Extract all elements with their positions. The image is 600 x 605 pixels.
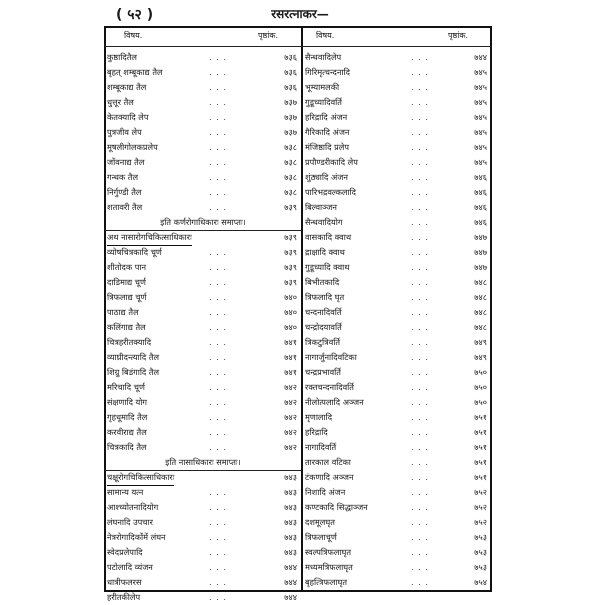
- left-index-column: [107, 50, 299, 605]
- leader-dots: . . .: [411, 82, 430, 92]
- leader-dots: . . .: [209, 487, 228, 497]
- index-entry: [107, 170, 299, 185]
- leader-dots: . . .: [209, 202, 228, 212]
- entry-page-number: ७४४: [284, 562, 297, 572]
- column-divider: [301, 26, 303, 592]
- entry-page-number: ७४१: [284, 367, 297, 377]
- entry-page-number: ७३८: [284, 142, 297, 152]
- entry-page-number: ७३८: [284, 187, 297, 197]
- entry-page-number: ७३६: [284, 67, 297, 77]
- index-entry: [305, 335, 489, 350]
- leader-dots: . . .: [209, 382, 228, 392]
- index-entry: [305, 275, 489, 290]
- entry-page-number: ७४७: [474, 247, 487, 257]
- entry-title: शम्बूकाद्य तैल: [107, 82, 147, 92]
- entry-page-number: ७५०: [474, 367, 487, 377]
- entry-title: मृणालादि: [305, 412, 333, 422]
- right-page-heading: पृष्ठांक.: [448, 31, 469, 40]
- leader-dots: . . .: [209, 97, 228, 107]
- leader-dots: . . .: [411, 487, 430, 497]
- index-entry: [305, 110, 489, 125]
- left-subject-heading: विषय.: [124, 31, 143, 40]
- leader-dots: . . .: [209, 562, 228, 572]
- index-entry: [107, 275, 299, 290]
- index-entry: [305, 320, 489, 335]
- entry-page-number: ७४९: [474, 337, 487, 347]
- entry-page-number: ७५३: [474, 562, 487, 572]
- entry-title: त्रिफलाचूर्ण: [305, 532, 337, 542]
- index-entry: [305, 545, 489, 560]
- entry-title: दशमूलघृत: [305, 517, 335, 527]
- index-entry: [305, 365, 489, 380]
- leader-dots: . . .: [411, 262, 430, 272]
- leader-dots: . . .: [411, 562, 430, 572]
- index-entry: [107, 155, 299, 170]
- right-subject-heading: विषय.: [316, 31, 335, 40]
- entry-page-number: ७४३: [284, 487, 297, 497]
- entry-title: हरीतकीलेप: [107, 592, 141, 602]
- entry-title: कलिंगाद्य तैल: [107, 322, 146, 332]
- entry-title: लंघनादि उपचार: [107, 517, 153, 527]
- entry-title: स्वेदप्रलेपादि: [107, 547, 143, 557]
- leader-dots: . . .: [209, 142, 228, 152]
- leader-dots: . . .: [411, 532, 430, 542]
- entry-page-number: ७४१: [284, 352, 297, 362]
- entry-page-number: ७३९: [284, 262, 297, 272]
- entry-page-number: ७४८: [474, 292, 487, 302]
- entry-page-number: ७५०: [474, 382, 487, 392]
- entry-page-number: ७४३: [284, 532, 297, 542]
- leader-dots: . . .: [411, 217, 430, 227]
- entry-page-number: ७४७: [474, 232, 487, 242]
- entry-page-number: ७४४: [284, 592, 297, 602]
- leader-dots: . . .: [411, 142, 430, 152]
- entry-page-number: ७४०: [284, 292, 297, 302]
- index-entry: [305, 470, 489, 485]
- entry-title: त्रिफलाद्य चूर्ण: [107, 292, 147, 302]
- index-entry: [305, 410, 489, 425]
- entry-title: शतावरी तैल: [107, 202, 143, 212]
- entry-page-number: ७४५: [474, 127, 487, 137]
- leader-dots: . . .: [209, 502, 228, 512]
- entry-title: मंजिष्ठादि प्रलेप: [305, 142, 349, 152]
- entry-title: शिग्रु बिडंगादि तैल: [107, 367, 160, 377]
- entry-title: चन्द्रोदयावर्ति: [305, 322, 342, 332]
- leader-dots: . . .: [411, 427, 430, 437]
- entry-page-number: ७४५: [474, 157, 487, 167]
- leader-dots: . . .: [209, 427, 228, 437]
- leader-dots: . . .: [209, 172, 228, 182]
- entry-title: बिभीतकादि: [305, 277, 340, 287]
- entry-page-number: ७४२: [284, 442, 297, 452]
- index-entry: [107, 65, 299, 80]
- index-entry: [107, 245, 299, 260]
- leader-dots: . . .: [411, 337, 430, 347]
- entry-page-number: ७३९: [284, 277, 297, 287]
- entry-title: पारिभद्रवल्कलादि: [305, 187, 357, 197]
- leader-dots: . . .: [411, 412, 430, 422]
- index-entry: [107, 515, 299, 530]
- entry-title: पटोलादि व्यंजन: [107, 562, 153, 572]
- leader-dots: . . .: [411, 187, 430, 197]
- entry-page-number: ७५१: [474, 472, 487, 482]
- index-entry: [305, 80, 489, 95]
- index-entry: [305, 515, 489, 530]
- entry-title: स्वल्पत्रिफलाघृत: [305, 547, 352, 557]
- entry-page-number: ७४९: [474, 352, 487, 362]
- entry-page-number: ७३७: [284, 97, 297, 107]
- index-entry: [107, 530, 299, 545]
- entry-title: करवीराद्य तैल: [107, 427, 147, 437]
- index-entry: [107, 125, 299, 140]
- leader-dots: . . .: [411, 472, 430, 482]
- leader-dots: . . .: [411, 352, 430, 362]
- entry-page-number: ७४०: [284, 322, 297, 332]
- leader-dots: . . .: [411, 97, 430, 107]
- leader-dots: . . .: [209, 307, 228, 317]
- leader-dots: . . .: [411, 547, 430, 557]
- entry-page-number: ७४२: [284, 382, 297, 392]
- index-entry: [305, 170, 489, 185]
- entry-title: गिरिमृत्चन्दनादि: [305, 67, 350, 77]
- index-entry: [305, 245, 489, 260]
- leader-dots: . . .: [411, 517, 430, 527]
- entry-page-number: ७४६: [474, 172, 487, 182]
- entry-page-number: ७५१: [474, 457, 487, 467]
- entry-page-number: ७४५: [474, 142, 487, 152]
- entry-page-number: ७५०: [474, 397, 487, 407]
- entry-title: जोंवनाद्य तैल: [107, 157, 145, 167]
- entry-title: कण्टकादि सिद्धाञ्जन: [305, 502, 368, 512]
- index-entry: [107, 185, 299, 200]
- entry-title: गैरिकादि अंजन: [305, 127, 350, 137]
- leader-dots: . . .: [411, 232, 430, 242]
- index-entry: [107, 545, 299, 560]
- leader-dots: . . .: [411, 577, 430, 587]
- entry-page-number: ७५२: [474, 502, 487, 512]
- index-entry: [107, 560, 299, 575]
- index-entry: [107, 290, 299, 305]
- entry-title: इति कर्णरोगाधिकारः समाप्तः।: [160, 217, 246, 227]
- entry-page-number: ७३६: [284, 82, 297, 92]
- entry-page-number: ७५४: [474, 577, 487, 587]
- entry-page-number: ७३७: [284, 127, 297, 137]
- section-heading-row: [107, 470, 299, 485]
- leader-dots: . . .: [209, 547, 228, 557]
- entry-page-number: ७४२: [284, 412, 297, 422]
- entry-title: गुडूच्यादि क्वाथ: [305, 262, 350, 272]
- entry-page-number: ७५३: [474, 532, 487, 542]
- entry-title: नागार्जुनादिवटिका: [305, 352, 357, 362]
- entry-title: व्योषचित्रकादि चूर्ण: [107, 247, 162, 257]
- leader-dots: . . .: [411, 157, 430, 167]
- entry-title: त्रिकटुत्रिवर्ति: [305, 337, 341, 347]
- entry-page-number: ७४५: [474, 67, 487, 77]
- entry-page-number: ७४३: [284, 547, 297, 557]
- leader-dots: . . .: [411, 202, 430, 212]
- index-entry: [305, 350, 489, 365]
- index-entry: [107, 80, 299, 95]
- index-entry: [305, 305, 489, 320]
- entry-title: पुत्रजीव लेप: [107, 127, 142, 137]
- entry-title: टंकणादि अञ्जन: [305, 472, 354, 482]
- entry-title: शीतोदक पान: [107, 262, 147, 272]
- index-entry: [305, 395, 489, 410]
- entry-title: हरिद्रादि अंजन: [305, 112, 348, 122]
- index-entry: [305, 50, 489, 65]
- entry-title: शुंठ्यादि अंजन: [305, 172, 348, 182]
- index-entry: [107, 95, 299, 110]
- entry-page-number: ७५२: [474, 517, 487, 527]
- index-entry: [305, 140, 489, 155]
- entry-title: निर्गुण्डी तैल: [107, 187, 142, 197]
- entry-page-number: ७४५: [474, 112, 487, 122]
- entry-title: संक्षणादि योग: [107, 397, 147, 407]
- entry-title: सामान्य यत्न: [107, 487, 144, 497]
- right-index-column: [305, 50, 489, 590]
- leader-dots: . . .: [411, 307, 430, 317]
- leader-dots: . . .: [411, 277, 430, 287]
- leader-dots: . . .: [209, 397, 228, 407]
- entry-title: बृहत् शम्बूकाद्य तैल: [107, 67, 163, 77]
- entry-title: चित्रहरीतक्यादि: [107, 337, 152, 347]
- index-entry: [107, 410, 299, 425]
- index-entry: [107, 485, 299, 500]
- entry-page-number: ७३६: [284, 52, 297, 62]
- leader-dots: . . .: [209, 262, 228, 272]
- leader-dots: . . .: [209, 127, 228, 137]
- index-entry: [305, 425, 489, 440]
- entry-page-number: ७५१: [474, 427, 487, 437]
- entry-page-number: ७४७: [474, 262, 487, 272]
- entry-page-number: ७४३: [284, 472, 297, 482]
- entry-title: त्रिफलादि घृत: [305, 292, 345, 302]
- section-rule: [104, 470, 301, 471]
- entry-title: दाडिमाद्य चूर्ण: [107, 277, 146, 287]
- entry-title: बृहत्त्रिफलाघृत: [305, 577, 348, 587]
- entry-title: रक्तचन्दनादिवर्ति: [305, 382, 354, 392]
- leader-dots: . . .: [411, 127, 430, 137]
- leader-dots: . . .: [209, 112, 228, 122]
- index-entry: [305, 185, 489, 200]
- leader-dots: . . .: [209, 337, 228, 347]
- entry-title: बिल्वाञ्जन: [305, 202, 337, 212]
- index-entry: [305, 65, 489, 80]
- index-entry: [305, 95, 489, 110]
- entry-title: नेत्ररोगादिकोंमें लंघन: [107, 532, 166, 542]
- entry-page-number: ७५२: [474, 487, 487, 497]
- leader-dots: . . .: [209, 292, 228, 302]
- entry-title: हरिद्रादि: [305, 427, 328, 437]
- leader-dots: . . .: [209, 322, 228, 332]
- section-end-note: [107, 215, 299, 230]
- entry-page-number: ७४४: [474, 52, 487, 62]
- entry-page-number: ७४५: [474, 97, 487, 107]
- leader-dots: . . .: [411, 52, 430, 62]
- entry-page-number: ७४३: [284, 517, 297, 527]
- entry-page-number: ७४६: [474, 202, 487, 212]
- leader-dots: . . .: [209, 412, 228, 422]
- index-entry: [305, 215, 489, 230]
- entry-page-number: ७४५: [474, 82, 487, 92]
- index-entry: [107, 425, 299, 440]
- entry-title: नागादिवर्ति: [305, 442, 337, 452]
- index-entry: [305, 560, 489, 575]
- entry-page-number: ७४८: [474, 307, 487, 317]
- entry-title: गन्धक तैल: [107, 172, 139, 182]
- index-entry: [305, 230, 489, 245]
- leader-dots: . . .: [411, 367, 430, 377]
- index-entry: [305, 440, 489, 455]
- entry-page-number: ७४४: [284, 577, 297, 587]
- entry-title: मूषलीगोलकप्रलेप: [107, 142, 158, 152]
- index-entry: [305, 530, 489, 545]
- leader-dots: . . .: [209, 517, 228, 527]
- leader-dots: . . .: [209, 247, 228, 257]
- leader-dots: . . .: [411, 442, 430, 452]
- leader-dots: . . .: [209, 187, 228, 197]
- entry-page-number: ७४३: [284, 502, 297, 512]
- entry-title: चन्दनादिवर्ति: [305, 307, 342, 317]
- index-entry: [107, 110, 299, 125]
- entry-title: व्याघ्रीदन्त्यादि तैल: [107, 352, 160, 362]
- running-title: रसरत्नाकर—: [271, 7, 329, 21]
- leader-dots: . . .: [209, 532, 228, 542]
- leader-dots: . . .: [411, 502, 430, 512]
- section-heading-row: [107, 230, 299, 245]
- header-rule: [104, 46, 492, 47]
- leader-dots: . . .: [209, 82, 228, 92]
- entry-page-number: ७४८: [474, 322, 487, 332]
- index-entry: [107, 500, 299, 515]
- entry-page-number: ७४०: [284, 307, 297, 317]
- entry-title: कुष्ठादितैल: [107, 52, 137, 62]
- entry-page-number: ७५१: [474, 442, 487, 452]
- entry-title: पाठाद्य तैल: [107, 307, 139, 317]
- index-entry: [107, 200, 299, 215]
- leader-dots: . . .: [411, 382, 430, 392]
- entry-title: धुत्तूर तैल: [107, 97, 134, 107]
- index-entry: [305, 200, 489, 215]
- entry-title: चित्रकादि तैल: [107, 442, 147, 452]
- entry-title: द्राक्षादि क्वाथ: [305, 247, 345, 257]
- leader-dots: . . .: [209, 442, 228, 452]
- index-entry: [305, 500, 489, 515]
- leader-dots: . . .: [209, 67, 228, 77]
- index-entry: [305, 575, 489, 590]
- leader-dots: . . .: [411, 292, 430, 302]
- leader-dots: . . .: [411, 112, 430, 122]
- leader-dots: . . .: [209, 367, 228, 377]
- leader-dots: . . .: [411, 322, 430, 332]
- index-entry: [305, 155, 489, 170]
- entry-title: तारकाल वटिका: [305, 457, 351, 467]
- entry-title: प्रपौण्डरीकादि लेप: [305, 157, 358, 167]
- entry-title: निशादि अंजन: [305, 487, 346, 497]
- index-entry: [107, 260, 299, 275]
- section-rule: [104, 230, 301, 231]
- index-entry: [107, 335, 299, 350]
- entry-title: मरिचादि चूर्ण: [107, 382, 145, 392]
- leader-dots: . . .: [209, 277, 228, 287]
- leader-dots: . . .: [209, 352, 228, 362]
- entry-page-number: ७३७: [284, 112, 297, 122]
- entry-title: केतक्यादि लेप: [107, 112, 149, 122]
- entry-title: चन्द्रप्रभावर्ति: [305, 367, 341, 377]
- index-entry: [107, 365, 299, 380]
- entry-title: वासकादि क्वाथ: [305, 232, 352, 242]
- entry-page-number: ७४२: [284, 427, 297, 437]
- leader-dots: . . .: [411, 172, 430, 182]
- leader-dots: . . .: [209, 157, 228, 167]
- leader-dots: . . .: [411, 67, 430, 77]
- entry-page-number: ७३९: [284, 232, 297, 242]
- entry-page-number: ७४१: [284, 337, 297, 347]
- entry-title: आश्च्योतनादियोग: [107, 502, 159, 512]
- index-entry: [305, 290, 489, 305]
- leader-dots: . . .: [209, 52, 228, 62]
- page-number: ( ५२ ): [116, 7, 154, 23]
- entry-page-number: ७५१: [474, 412, 487, 422]
- section-end-note: [107, 455, 299, 470]
- entry-title: इति नासाधिकारः समाप्तः।: [165, 457, 241, 467]
- entry-title: भूम्यामलकी: [305, 82, 340, 92]
- index-entry: [107, 590, 299, 605]
- index-entry: [107, 440, 299, 455]
- index-entry: [107, 305, 299, 320]
- entry-page-number: ७४६: [474, 217, 487, 227]
- index-entry: [305, 125, 489, 140]
- leader-dots: . . .: [209, 577, 228, 587]
- entry-title: नीलोत्पलादि अञ्जन: [305, 397, 364, 407]
- index-entry: [107, 350, 299, 365]
- index-entry: [107, 50, 299, 65]
- entry-title: गुडूच्यादिवर्ति: [305, 97, 342, 107]
- entry-page-number: ७३८: [284, 157, 297, 167]
- leader-dots: . . .: [209, 592, 228, 602]
- index-entry: [305, 380, 489, 395]
- entry-page-number: ७३८: [284, 172, 297, 182]
- left-page-heading: पृष्ठांक.: [258, 31, 279, 40]
- entry-title: सैन्धवादिलेप: [305, 52, 342, 62]
- index-entry: [107, 140, 299, 155]
- index-entry: [305, 455, 489, 470]
- index-entry: [305, 485, 489, 500]
- index-entry: [107, 395, 299, 410]
- entry-page-number: ७४६: [474, 187, 487, 197]
- leader-dots: . . .: [411, 397, 430, 407]
- entry-title: गृहधूमादि तैल: [107, 412, 148, 422]
- entry-page-number: ७४२: [284, 397, 297, 407]
- entry-title: मध्यमत्रिफलाघृत: [305, 562, 353, 572]
- entry-page-number: ७३९: [284, 247, 297, 257]
- entry-title: अथ नासारोगचिकित्साधिकारः: [107, 230, 192, 246]
- leader-dots: . . .: [411, 457, 430, 467]
- entry-title: सैन्धवादियोग: [305, 217, 343, 227]
- entry-page-number: ७५३: [474, 547, 487, 557]
- entry-page-number: ७३९: [284, 202, 297, 212]
- index-entry: [107, 575, 299, 590]
- leader-dots: . . .: [411, 247, 430, 257]
- entry-title: चक्षूरोगचिकित्साधिकारः: [107, 470, 174, 486]
- index-entry: [305, 260, 489, 275]
- index-entry: [107, 380, 299, 395]
- entry-page-number: ७४८: [474, 277, 487, 287]
- entry-title: धात्रीफलरस: [107, 577, 142, 587]
- index-entry: [107, 320, 299, 335]
